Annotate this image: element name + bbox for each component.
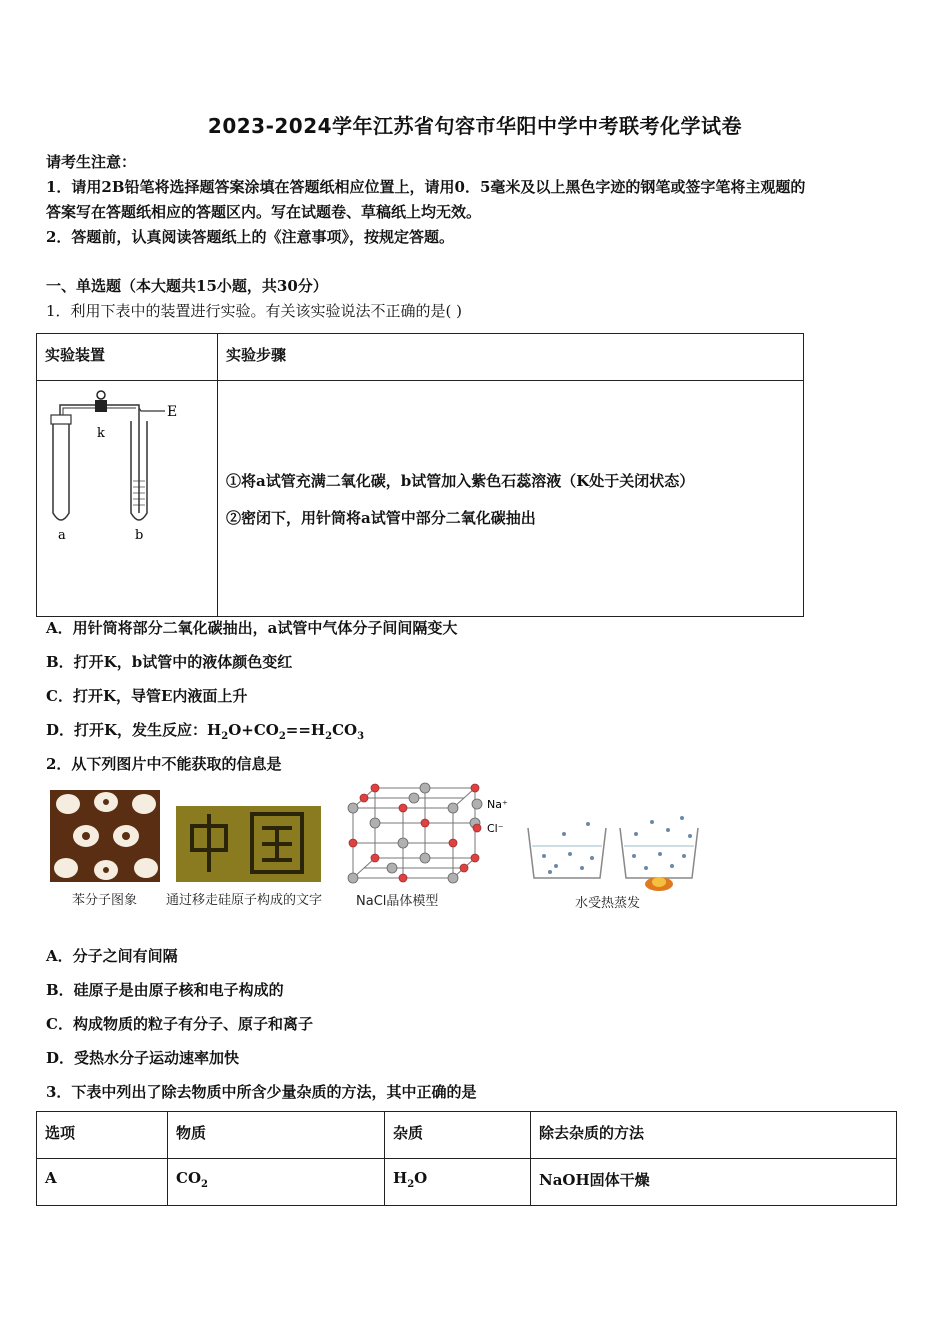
label-k: k bbox=[97, 426, 105, 441]
table-header-substance: 物质 bbox=[168, 1112, 385, 1159]
q2-option-b: B．硅原子是由原子核和电子构成的 bbox=[46, 981, 284, 999]
q1-option-d: D．打开K，发生反应：$H_2O+CO_2==H_2CO_3$ bbox=[46, 721, 365, 742]
question-3-stem: 3．下表中列出了除去物质中所含少量杂质的方法，其中正确的是 bbox=[46, 1083, 477, 1101]
row-a-substance: $CO_2$ bbox=[168, 1159, 385, 1206]
table-header-method: 除去杂质的方法 bbox=[531, 1112, 897, 1159]
notice-heading: 请考生注意： bbox=[46, 153, 137, 171]
benzene-image bbox=[50, 790, 160, 882]
question-3-table bbox=[36, 1111, 897, 1206]
nacl-image bbox=[345, 782, 520, 888]
notice-line-3: 2．答题前，认真阅读答题纸上的《注意事项》，按规定答题。 bbox=[46, 228, 454, 246]
label-e: E bbox=[167, 404, 178, 420]
legend-na: Na⁺ bbox=[487, 798, 508, 811]
silicon-image bbox=[176, 806, 321, 882]
legend-cl: Cl⁻ bbox=[487, 822, 504, 835]
table-header-steps: 实验步骤 bbox=[218, 334, 804, 381]
row-a-option: A bbox=[37, 1159, 168, 1206]
notice-line-1: 1．请用2B铅笔将选择题答案涂填在答题纸相应位置上，请用0．5毫米及以上黑色字迹的钢笔或签字笔将主观题的 bbox=[46, 178, 806, 196]
q2-option-d: D．受热水分子运动速率加快 bbox=[46, 1049, 240, 1067]
step-1: ①将a试管充满二氧化碳，b试管加入紫色石蕊溶液（K处于关闭状态） bbox=[226, 471, 695, 490]
label-a: a bbox=[58, 528, 66, 543]
question-1-table bbox=[36, 333, 804, 617]
q1-option-a: A．用针筒将部分二氧化碳抽出，a试管中气体分子间间隔变大 bbox=[46, 619, 458, 637]
label-b: b bbox=[135, 528, 144, 543]
notice-line-2: 答案写在答题纸相应的答题区内。写在试题卷、草稿纸上均无效。 bbox=[46, 203, 482, 221]
caption-water: 水受热蒸发 bbox=[575, 896, 641, 911]
water-image bbox=[522, 810, 707, 892]
caption-benzene: 苯分子图象 bbox=[72, 893, 138, 908]
question-2-stem: 2．从下列图片中不能获取的信息是 bbox=[46, 755, 282, 773]
row-a-impurity: $H_2O$ bbox=[385, 1159, 531, 1206]
q1-option-b: B．打开K，b试管中的液体颜色变红 bbox=[46, 653, 293, 671]
q1-option-c: C．打开K，导管E内液面上升 bbox=[46, 687, 248, 705]
row-a-method: NaOH固体干燥 bbox=[531, 1159, 897, 1206]
step-2: ②密闭下，用针筒将a试管中部分二氧化碳抽出 bbox=[226, 508, 536, 527]
caption-silicon: 通过移走硅原子构成的文字 bbox=[166, 893, 323, 908]
caption-nacl: NaCl晶体模型 bbox=[356, 894, 439, 909]
q2-option-a: A．分子之间有间隔 bbox=[46, 947, 178, 965]
steps-cell bbox=[218, 381, 804, 617]
apparatus-diagram bbox=[37, 381, 217, 612]
page-title: 2023-2024学年江苏省句容市华阳中学中考联考化学试卷 bbox=[207, 114, 743, 138]
section-heading: 一、单选题（本大题共15小题，共30分） bbox=[46, 277, 328, 295]
table-header-apparatus: 实验装置 bbox=[37, 334, 218, 381]
question-1-stem: 1．利用下表中的装置进行实验。有关该实验说法不正确的是( ) bbox=[46, 302, 463, 320]
table-header-option: 选项 bbox=[37, 1112, 168, 1159]
q2-option-c: C．构成物质的粒子有分子、原子和离子 bbox=[46, 1015, 313, 1033]
table-header-impurity: 杂质 bbox=[385, 1112, 531, 1159]
apparatus-cell bbox=[37, 381, 218, 617]
